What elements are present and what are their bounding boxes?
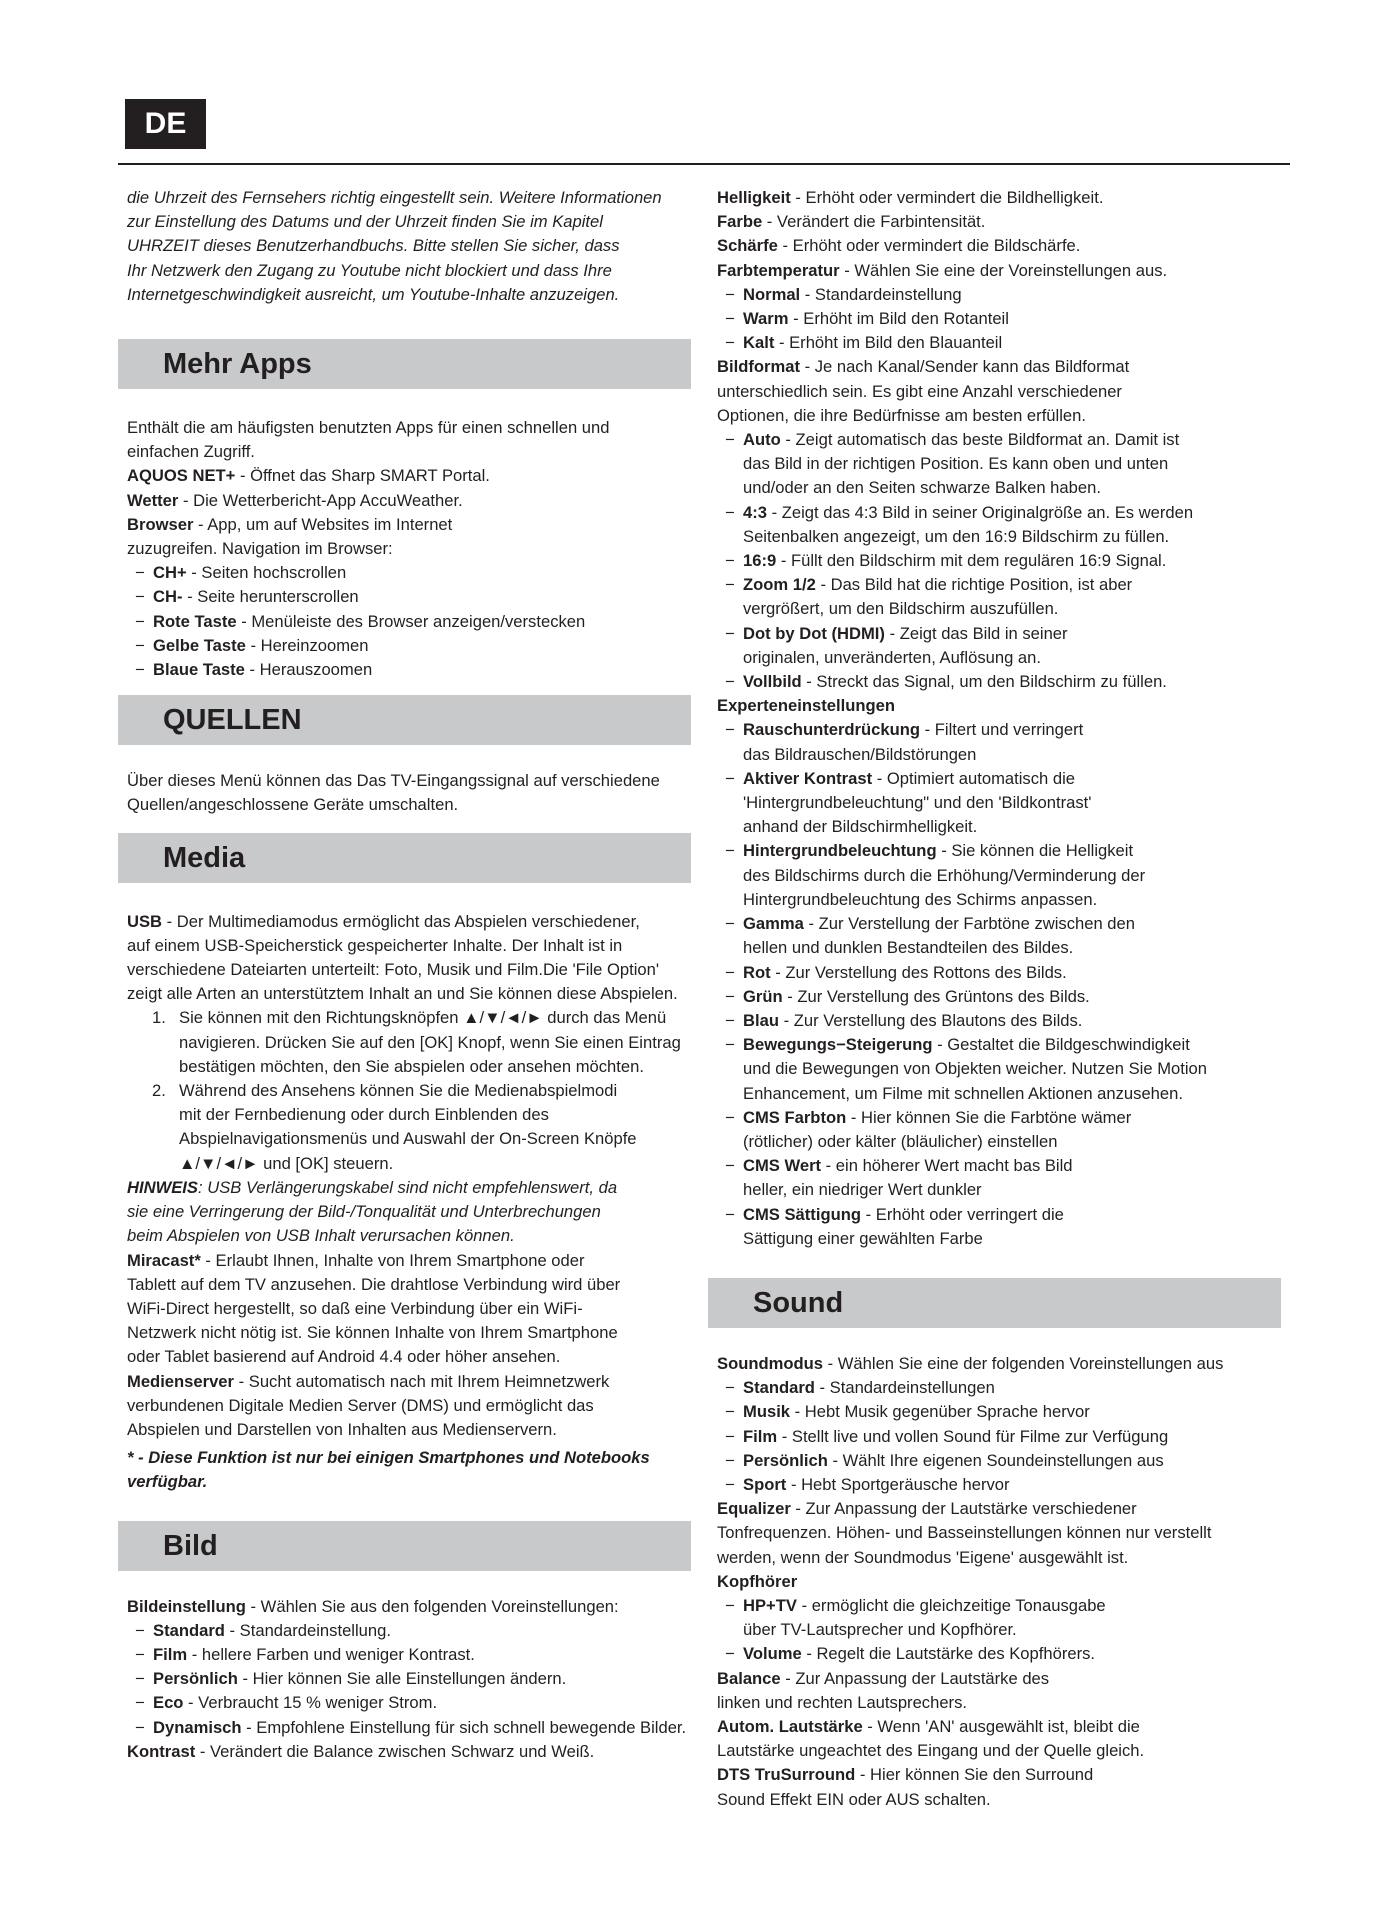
list-item [717, 1425, 1290, 1449]
dts-entry [717, 1763, 1290, 1787]
kopfhoerer-heading [717, 1570, 1290, 1594]
definition: - Hereinzoomen [245, 635, 369, 655]
definition: - Das Bild hat die richtige Position, ist aber [815, 575, 1133, 595]
definition: - Zur Verstellung des Rottons des Bilds. [770, 962, 1067, 982]
definition: - Streckt das Signal, um den Bildschirm zu füllen. [801, 672, 1167, 692]
definition: - Wählt Ihre eigenen Soundeinstellungen aus [827, 1450, 1164, 1470]
definition: - Erhöht oder vermindert die Bildhelligkeit. [790, 188, 1104, 207]
term: Zoom 1/2 [743, 575, 816, 595]
numbered-item [127, 1079, 702, 1103]
term: Hintergrundbeleuchtung [743, 841, 937, 861]
list-item [717, 622, 1290, 646]
text-line: werden, wenn der Soundmodus 'Eigene' ausgewählt ist. [717, 1547, 1129, 1567]
term: Soundmodus [717, 1353, 824, 1373]
farbtemperatur-entry [717, 259, 1290, 283]
medienserver-entry [127, 1370, 702, 1394]
definition: - Verändert die Balance zwischen Schwarz und Weiß. [195, 1741, 595, 1761]
list-item [127, 634, 702, 658]
term: Farbtemperatur [717, 260, 840, 280]
term: Sport [743, 1474, 787, 1494]
helligkeit-entry [717, 186, 1290, 210]
term: Warm [743, 309, 789, 329]
term: Blau [743, 1010, 779, 1030]
footnote: verfügbar. [127, 1472, 208, 1492]
browser-entry [127, 513, 702, 537]
right-column [717, 186, 1290, 1812]
text-line: Abspielnavigationsmenüs und Auswahl der On-Screen Knöpfe [179, 1129, 637, 1149]
text-line: unterschiedlich sein. Es gibt eine Anzahl verschiedener [717, 381, 1122, 401]
wetter-entry [127, 489, 702, 513]
list-item [717, 718, 1290, 742]
definition: - Menüleiste des Browser anzeigen/verstecken [236, 611, 586, 631]
list-item [127, 1619, 702, 1643]
kontrast-entry [127, 1740, 702, 1764]
definition: - Erhöht im Bild den Blauanteil [774, 333, 1003, 353]
definition: - Zur Anpassung der Lautstärke des [780, 1668, 1050, 1688]
list-item [717, 767, 1290, 791]
definition: - Der Multimediamodus ermöglicht das Abspielen verschiedener, [162, 911, 640, 931]
section-heading-media: Media [118, 833, 691, 883]
hinweis-entry [127, 1176, 702, 1200]
definition: - Stellt live und vollen Sound für Filme zur Verfügung [777, 1426, 1169, 1446]
list-item [717, 501, 1290, 525]
definition: - Empfohlene Einstellung für sich schnell bewegende Bilder. [241, 1717, 687, 1737]
definition: - Regelt die Lautstärke des Kopfhörers. [801, 1644, 1096, 1664]
text-line: Abspielen und Darstellen von Inhalten aus Medienservern. [127, 1419, 557, 1439]
term: Dynamisch [153, 1717, 242, 1737]
term: CMS Wert [743, 1156, 822, 1176]
text-line: linken und rechten Lautsprechers. [717, 1692, 967, 1712]
text-line: einfachen Zugriff. [127, 442, 255, 462]
definition: - Wählen Sie eine der Voreinstellungen aus. [839, 260, 1168, 280]
definition: - Erhöht oder verringert die [861, 1204, 1064, 1224]
term: Miracast* [127, 1250, 201, 1270]
definition: - Je nach Kanal/Sender kann das Bildformat [799, 357, 1130, 377]
text-line: 'Hintergrundbeleuchtung" und den 'Bildkontrast' [743, 793, 1092, 813]
language-badge: DE [125, 99, 206, 149]
text-line: bestätigen möchten, den Sie abspielen oder ansehen möchten. [179, 1056, 644, 1076]
text-line: die Uhrzeit des Fernsehers richtig eingestellt sein. Weitere Informationen [127, 188, 662, 207]
header-rule [118, 163, 1290, 165]
definition: - ein höherer Wert macht bas Bild [821, 1156, 1073, 1176]
list-item [127, 658, 702, 682]
list-item [717, 670, 1290, 694]
term: Standard [153, 1620, 225, 1640]
text-line: Optionen, die ihre Bedürfnisse am besten erfüllen. [717, 405, 1086, 425]
list-item [717, 961, 1290, 985]
definition: - Hier können Sie die Farbtöne wämer [846, 1107, 1132, 1127]
text-line: Ihr Netzwerk den Zugang zu Youtube nicht blockiert und dass Ihre [127, 260, 612, 280]
list-item [717, 839, 1290, 863]
term: Auto [743, 430, 781, 450]
term: AQUOS NET+ [127, 466, 236, 486]
term: Helligkeit [717, 188, 791, 207]
section-heading-bild: Bild [118, 1521, 691, 1571]
term: Balance [717, 1668, 781, 1688]
term: CH- [153, 587, 183, 607]
term: 16:9 [743, 551, 777, 571]
text-line: ▲/▼/◄/► und [OK] steuern. [179, 1153, 394, 1173]
list-item [717, 1203, 1290, 1227]
term: Persönlich [153, 1669, 238, 1689]
definition: - Zur Verstellung des Blautons des Bilds. [778, 1010, 1083, 1030]
autom-lautstaerke-entry [717, 1715, 1290, 1739]
term: Bildeinstellung [127, 1596, 246, 1616]
definition: - Hier können Sie den Surround [855, 1765, 1094, 1785]
text-line: Über dieses Menü können das Das TV-Eingangssignal auf verschiedene [127, 771, 660, 791]
term: Film [743, 1426, 778, 1446]
term: Kalt [743, 333, 775, 353]
definition: - Füllt den Bildschirm mit dem regulären 16:9 Signal. [776, 551, 1167, 571]
term: Experteneinstellungen [717, 696, 895, 716]
text-line: heller, ein niedriger Wert dunkler [743, 1180, 982, 1200]
definition: - Die Wetterbericht-App AccuWeather. [178, 490, 463, 510]
term: HP+TV [743, 1595, 797, 1615]
section-heading-sound: Sound [708, 1278, 1281, 1328]
list-item [127, 1643, 702, 1667]
term: Kontrast [127, 1741, 196, 1761]
definition: - Gestaltet die Bildgeschwindigkeit [932, 1035, 1190, 1055]
list-item [127, 1691, 702, 1715]
text-line: Internetgeschwindigkeit ausreicht, um Youtube-Inhalte anzuzeigen. [127, 284, 620, 304]
farbe-entry [717, 210, 1290, 234]
definition: - Zur Verstellung des Grüntons des Bilds. [782, 986, 1090, 1006]
text-line: Enhancement, um Filme mit schnellen Aktionen anzusehen. [743, 1083, 1183, 1103]
list-item [717, 1376, 1290, 1400]
definition: - Zur Anpassung der Lautstärke verschiedener [790, 1499, 1137, 1519]
definition: - App, um auf Websites im Internet [193, 514, 453, 534]
footnote: * - Diese Funktion ist nur bei einigen Smartphones und Notebooks [127, 1448, 650, 1468]
text-line: mit der Fernbedienung oder durch Einblenden des [179, 1105, 549, 1125]
text-line: (rötlicher) oder kälter (bläulicher) einstellen [743, 1131, 1058, 1151]
definition: - Herauszoomen [244, 660, 373, 680]
list-item [717, 549, 1290, 573]
term: Rote Taste [153, 611, 237, 631]
term: Autom. Lautstärke [717, 1716, 863, 1736]
term: CH+ [153, 563, 187, 583]
definition: - Wählen Sie aus den folgenden Voreinstellungen: [245, 1596, 619, 1616]
term: Musik [743, 1402, 791, 1422]
text-line: Seitenbalken angezeigt, um den 16:9 Bildschirm zu füllen. [743, 526, 1170, 546]
text-line: Während des Ansehens können Sie die Medienabspielmodi [179, 1081, 618, 1101]
text-line: navigieren. Drücken Sie auf den [OK] Knopf, wenn Sie einen Eintrag [179, 1032, 681, 1052]
text-line: vergrößert, um den Bildschirm auszufüllen. [743, 599, 1059, 619]
text-line: sie eine Verringerung der Bild-/Tonqualität und Unterbrechungen [127, 1202, 601, 1222]
balance-entry [717, 1667, 1290, 1691]
definition: - Zeigt automatisch das beste Bildformat an. Damit ist [780, 430, 1180, 450]
definition: - Hebt Musik gegenüber Sprache hervor [790, 1402, 1090, 1422]
youtube-note [127, 186, 702, 307]
term: Equalizer [717, 1499, 791, 1519]
text-line: WiFi-Direct hergestellt, so daß eine Verbindung über ein WiFi- [127, 1298, 583, 1318]
list-item [717, 1154, 1290, 1178]
list-item [717, 573, 1290, 597]
definition: : USB Verlängerungskabel sind nicht empfehlenswert, da [198, 1177, 618, 1197]
term: HINWEIS [127, 1177, 198, 1197]
term: Gelbe Taste [153, 635, 246, 655]
term: Wetter [127, 490, 179, 510]
definition: - Zeigt das 4:3 Bild in seiner Originalgröße an. Es werden [766, 502, 1194, 522]
list-item [127, 610, 702, 634]
term: Aktiver Kontrast [743, 768, 873, 788]
term: Gamma [743, 914, 804, 934]
text-line: zeigt alle Arten an unterstütztem Inhalt an und Sie können diese Abspielen. [127, 984, 678, 1004]
list-item [717, 428, 1290, 452]
definition: - Wählen Sie eine der folgenden Voreinstellungen aus [823, 1353, 1224, 1373]
term: Persönlich [743, 1450, 828, 1470]
definition: - Erhöht im Bild den Rotanteil [788, 309, 1009, 329]
definition: - Standardeinstellungen [814, 1378, 995, 1398]
text-line: Sie können mit den Richtungsknöpfen ▲/▼/◄/► durch das Menü [179, 1008, 667, 1028]
section-heading-quellen: QUELLEN [118, 695, 691, 745]
list-item [127, 1667, 702, 1691]
definition: - Öffnet das Sharp SMART Portal. [235, 466, 490, 486]
term: Volume [743, 1644, 802, 1664]
equalizer-entry [717, 1497, 1290, 1521]
left-column [127, 186, 702, 1764]
definition: - Standardeinstellung. [224, 1620, 391, 1640]
term: Normal [743, 284, 801, 304]
definition: - hellere Farben und weniger Kontrast. [187, 1644, 475, 1664]
term: Film [153, 1644, 188, 1664]
term: Bewegungs−Steigerung [743, 1035, 933, 1055]
text-line: Tablett auf dem TV anzusehen. Die drahtlose Verbindung wird über [127, 1274, 621, 1294]
term: Dot by Dot (HDMI) [743, 623, 885, 643]
text-line: anhand der Bildschirmhelligkeit. [743, 817, 978, 837]
definition: - Erhöht oder vermindert die Bildschärfe. [777, 236, 1081, 256]
term: Bildformat [717, 357, 800, 377]
list-item [717, 1033, 1290, 1057]
list-item [127, 561, 702, 585]
list-item [717, 283, 1290, 307]
definition: - ermöglicht die gleichzeitige Tonausgabe [796, 1595, 1106, 1615]
list-item [717, 1473, 1290, 1497]
text-line: zuzugreifen. Navigation im Browser: [127, 539, 393, 559]
text-line: oder Tablet basierend auf Android 4.4 oder höher ansehen. [127, 1347, 561, 1367]
definition: - Verändert die Farbintensität. [762, 212, 986, 232]
list-item [717, 912, 1290, 936]
miracast-entry [127, 1249, 702, 1273]
term: Farbe [717, 212, 763, 232]
text-line: UHRZEIT dieses Benutzerhandbuchs. Bitte stellen Sie sicher, dass [127, 236, 620, 256]
term: Rauschunterdrückung [743, 720, 921, 740]
text-line: hellen und dunklen Bestandteilen des Bildes. [743, 938, 1074, 958]
aquos-entry [127, 464, 702, 488]
text-line: verschiedene Dateiarten unterteilt: Foto, Musik und Film.Die 'File Option' [127, 960, 660, 980]
definition: - Filtert und verringert [920, 720, 1084, 740]
list-item [127, 585, 702, 609]
text-line: zur Einstellung des Datums und der Uhrzeit finden Sie im Kapitel [127, 212, 603, 232]
text-line: auf einem USB-Speicherstick gespeicherter Inhalte. Der Inhalt ist in [127, 935, 623, 955]
term: Schärfe [717, 236, 778, 256]
text-line: Tonfrequenzen. Höhen- und Basseinstellungen können nur verstellt [717, 1523, 1212, 1543]
schaerfe-entry [717, 234, 1290, 258]
list-item [717, 331, 1290, 355]
term: Vollbild [743, 672, 802, 692]
usb-entry [127, 910, 702, 934]
text-line: Sättigung einer gewählten Farbe [743, 1228, 983, 1248]
list-item [717, 1449, 1290, 1473]
list-item [717, 1400, 1290, 1424]
term: CMS Farbton [743, 1107, 847, 1127]
text-line: Lautstärke ungeachtet des Eingang und der Quelle gleich. [717, 1741, 1145, 1761]
list-item [717, 1106, 1290, 1130]
definition: - Zur Verstellung der Farbtöne zwischen den [803, 914, 1135, 934]
definition: - Hebt Sportgeräusche hervor [786, 1474, 1010, 1494]
text-line: und die Bewegungen von Objekten weicher. Nutzen Sie Motion [743, 1059, 1208, 1079]
list-item [717, 307, 1290, 331]
list-item [717, 1009, 1290, 1033]
soundmodus-entry [717, 1352, 1290, 1376]
definition: - Hier können Sie alle Einstellungen ändern. [237, 1669, 567, 1689]
numbered-item [127, 1006, 702, 1030]
definition: - Erlaubt Ihnen, Inhalte von Ihrem Smartphone oder [200, 1250, 585, 1270]
bildformat-entry [717, 355, 1290, 379]
term: Eco [153, 1693, 184, 1713]
term: Blaue Taste [153, 660, 245, 680]
list-item [717, 1642, 1290, 1666]
text-line: Enthält die am häufigsten benutzten Apps für einen schnellen und [127, 418, 610, 438]
term: Standard [743, 1378, 815, 1398]
text-line: verbundenen Digitale Medien Server (DMS) und ermöglicht das [127, 1395, 594, 1415]
text-line: Netzwerk nicht nötig ist. Sie können Inhalte von Ihrem Smartphone [127, 1323, 618, 1343]
text-line: Sound Effekt EIN oder AUS schalten. [717, 1789, 991, 1809]
term: Medienserver [127, 1371, 234, 1391]
list-item [717, 1594, 1290, 1618]
text-line: das Bildrauschen/Bildstörungen [743, 744, 977, 764]
term: Rot [743, 962, 771, 982]
text-line: beim Abspielen von USB Inhalt verursachen können. [127, 1226, 515, 1246]
definition: - Sie können die Helligkeit [936, 841, 1134, 861]
item-number: 2. [152, 1081, 166, 1101]
definition: - Wenn 'AN' ausgewählt ist, bleibt die [862, 1716, 1140, 1736]
definition: - Standardeinstellung [800, 284, 962, 304]
term: Grün [743, 986, 783, 1006]
term: DTS TruSurround [717, 1765, 856, 1785]
definition: - Verbraucht 15 % weniger Strom. [183, 1693, 438, 1713]
definition: - Seiten hochscrollen [186, 563, 347, 583]
text-line: Quellen/angeschlossene Geräte umschalten. [127, 795, 459, 815]
text-line: und/oder an den Seiten schwarze Balken haben. [743, 478, 1101, 498]
term: Kopfhörer [717, 1571, 798, 1591]
definition: - Seite herunterscrollen [182, 587, 359, 607]
section-heading-mehr-apps: Mehr Apps [118, 339, 691, 389]
term: USB [127, 911, 163, 931]
term: 4:3 [743, 502, 767, 522]
term: Browser [127, 514, 194, 534]
text-line: originalen, unveränderten, Auflösung an. [743, 647, 1041, 667]
definition: - Sucht automatisch nach mit Ihrem Heimnetzwerk [234, 1371, 610, 1391]
experteneinstellungen-heading [717, 694, 1290, 718]
text-line: das Bild in der richtigen Position. Es kann oben und unten [743, 454, 1169, 474]
bildeinstellung-entry [127, 1595, 702, 1619]
definition: - Zeigt das Bild in seiner [884, 623, 1068, 643]
list-item [717, 985, 1290, 1009]
term: CMS Sättigung [743, 1204, 861, 1224]
definition: - Optimiert automatisch die [872, 768, 1075, 788]
list-item [127, 1716, 702, 1740]
text-line: Hintergrundbeleuchtung des Schirms anpassen. [743, 889, 1098, 909]
text-line: über TV-Lautsprecher und Kopfhörer. [743, 1620, 1017, 1640]
item-number: 1. [152, 1008, 166, 1028]
text-line: des Bildschirms durch die Erhöhung/Verminderung der [743, 865, 1146, 885]
